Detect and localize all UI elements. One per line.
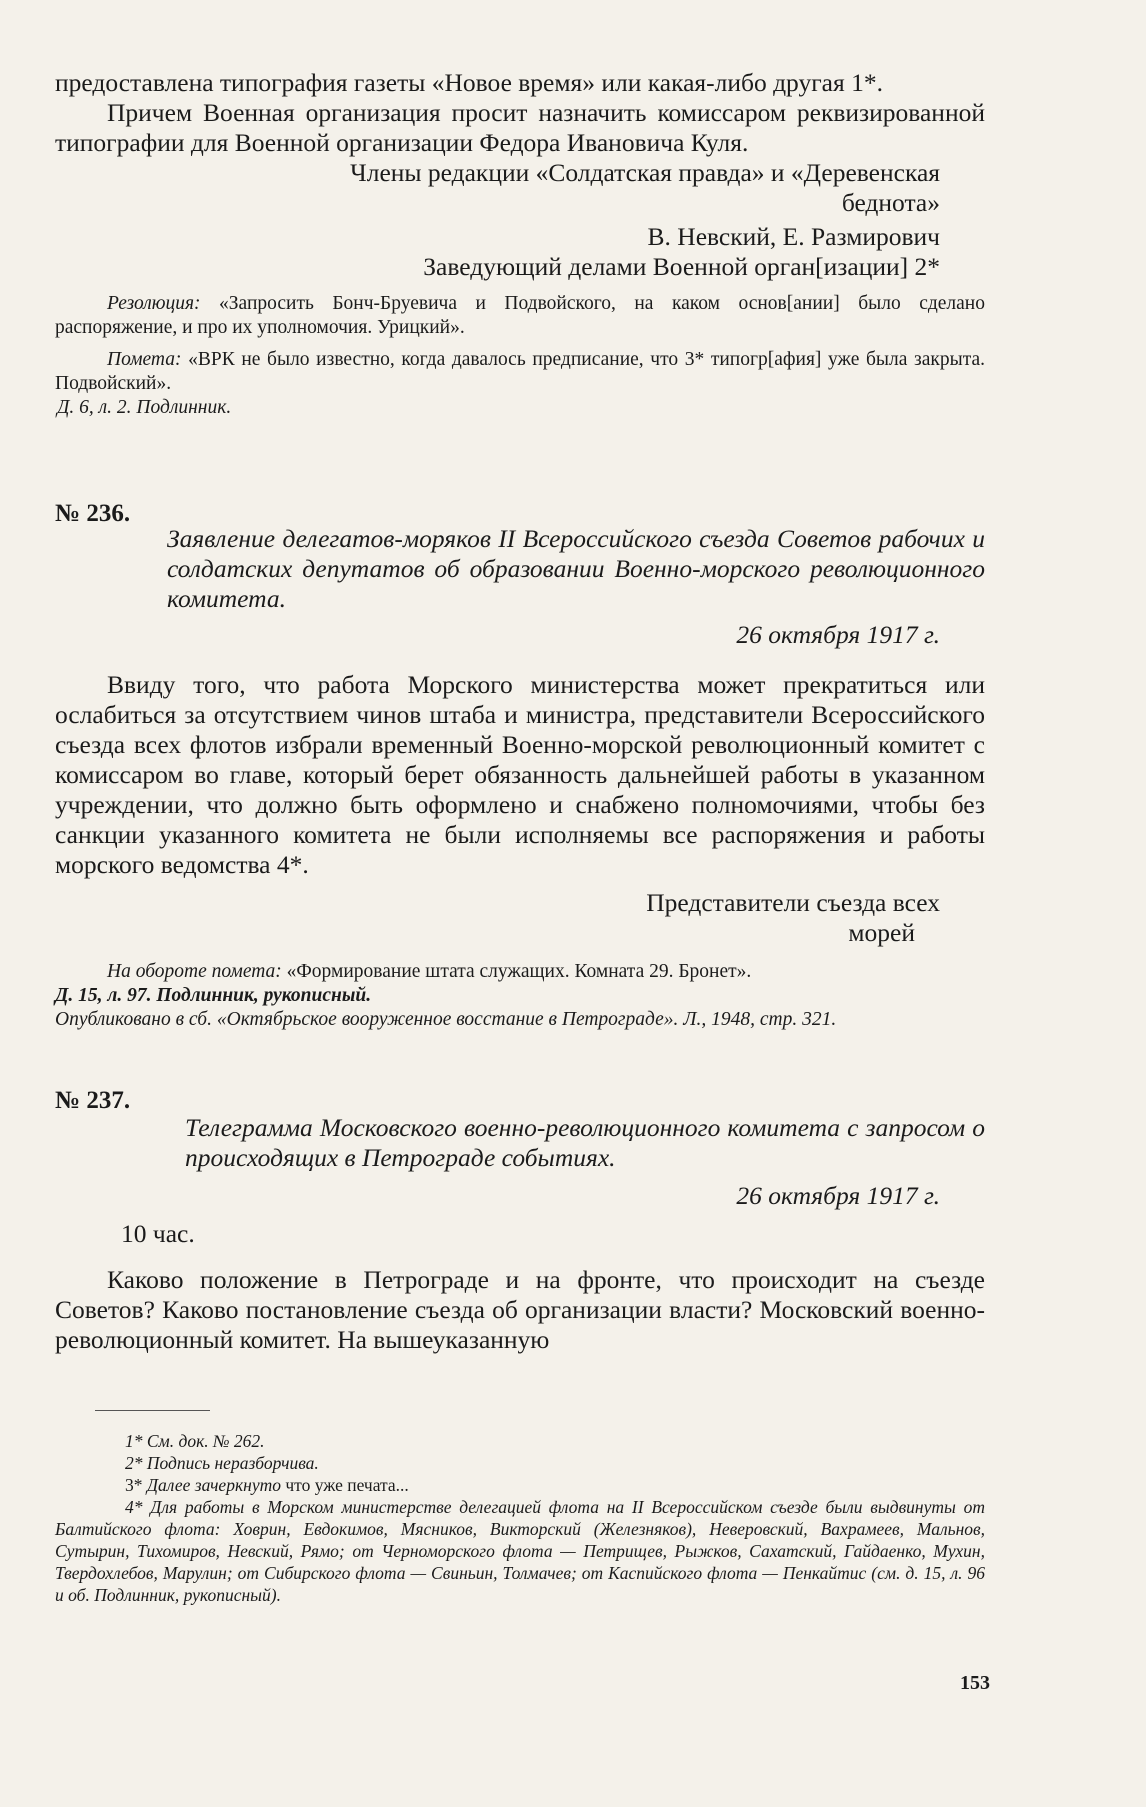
footnote-3-mark: 3* [125,1475,143,1495]
archive-source: Д. 15, л. 97. Подлинник, рукописный. [55,985,372,1006]
document-237 [55,1087,985,1355]
reverse-note [55,960,985,984]
document-body: Каково положение в Петрограде и на фронте, что происходит на съезде Советов? Каково постановление съезда об организации власти? Московский военно-революционный комитет. На вышеуказанную [55,1265,985,1354]
footnote-3 [55,1474,985,1496]
document-date: 26 октября 1917 г. [736,1181,940,1210]
footnote-3-prefix: Далее зачеркнуто [146,1475,281,1495]
footnote-divider [95,1410,210,1411]
signature-line: морей [848,918,915,947]
document-title: Заявление делегатов-моряков II Всероссийского съезда Советов рабочих и солдатских депутатов об образовании Военно-морского революционного комитета. [167,524,985,613]
archive-source: Д. 6, л. 2. Подлинник. [57,397,232,418]
publication-source: Опубликовано в сб. «Октябрьское вооруженное восстание в Петрограде». Л., 1948, стр. 321. [55,1009,837,1030]
signature-line: Заведующий делами Военной орган[изации] 2* [423,252,940,281]
reverse-note-label: На обороте помета: [107,961,282,982]
footnotes [55,1430,985,1606]
signature-line: Представители съезда всех [646,888,940,917]
time-label: 10 час. [121,1219,195,1248]
resolution-label: Резолюция: [107,293,201,314]
reverse-note-text: «Формирование штата служащих. Комната 29. Бронет». [286,961,752,982]
footnote-1: 1* См. док. № 262. [125,1431,265,1451]
footnote-3-text: что уже печата... [285,1475,409,1495]
footnote-4: 4* Для работы в Морском министерстве делегацией флота на II Всероссийском съезде были выдвинуты от Балтийского флота: Ховрин, Евдокимов, Мясников, Викторский (Железняков), Неверовский, Вахрамеев, Мальнов, Сутырин, Тихомиров, Невский, Рямо; от Черноморского флота — Петрищев, Рыжков, Сахатский, Гайдаенко, Мухин, Твердохлебов, Марулин; от Сибирского флота — Свиньин, Толмачев; от Каспийского флота — Пенкайтис (см. д. 15, л. 96 и об. Подлинник, рукописный). [55,1497,985,1605]
signature-line: беднота» [841,188,940,217]
previous-document-continuation [55,68,985,420]
page-number: 153 [960,1672,990,1694]
document-number: № 237. [55,1087,131,1114]
paragraph: Причем Военная организация просит назначить комиссаром реквизированной типографии для Военной организации Федора Ивановича Куля. [55,98,985,157]
footnote-2: 2* Подпись неразборчива. [125,1453,319,1473]
signature-names: В. Невский, Е. Размирович [647,222,940,251]
resolution-note [55,292,985,340]
document-title: Телеграмма Московского военно-революционного комитета с запросом о происходящих в Петрограде событиях. [185,1113,985,1172]
pometa-label: Помета: [107,349,182,370]
document-number: № 236. [55,500,131,527]
document-date: 26 октября 1917 г. [736,620,940,649]
resolution-text: «Запросить Бонч-Бруевича и Подвойского, на каком основ[ании] было сделано распоряжение, и про их уполномочия. Урицкий». [55,293,985,338]
document-body: Ввиду того, что работа Морского министерства может прекратиться или ослабиться за отсутствием чинов штаба и министра, представители Всероссийского съезда всех флотов избрали временный Военно-морской революционный комитет с комиссаром во главе, который берет обязанность дальнейшей работы в указанном учреждении, что должно быть оформлено и снабжено полномочиями, чтобы без санкции указанного комитета не были исполняемы все распоряжения и работы морского ведомства 4*. [55,670,985,879]
signature-line: Члены редакции «Солдатская правда» и «Деревенская [350,158,940,187]
paragraph: предоставлена типография газеты «Новое время» или какая-либо другая 1*. [55,68,883,97]
pometa-note [55,348,985,396]
pometa-text: «ВРК не было известно, когда давалось предписание, что 3* типогр[афия] уже была закрыта. Подвойский». [55,349,986,394]
document-236 [55,500,985,1032]
